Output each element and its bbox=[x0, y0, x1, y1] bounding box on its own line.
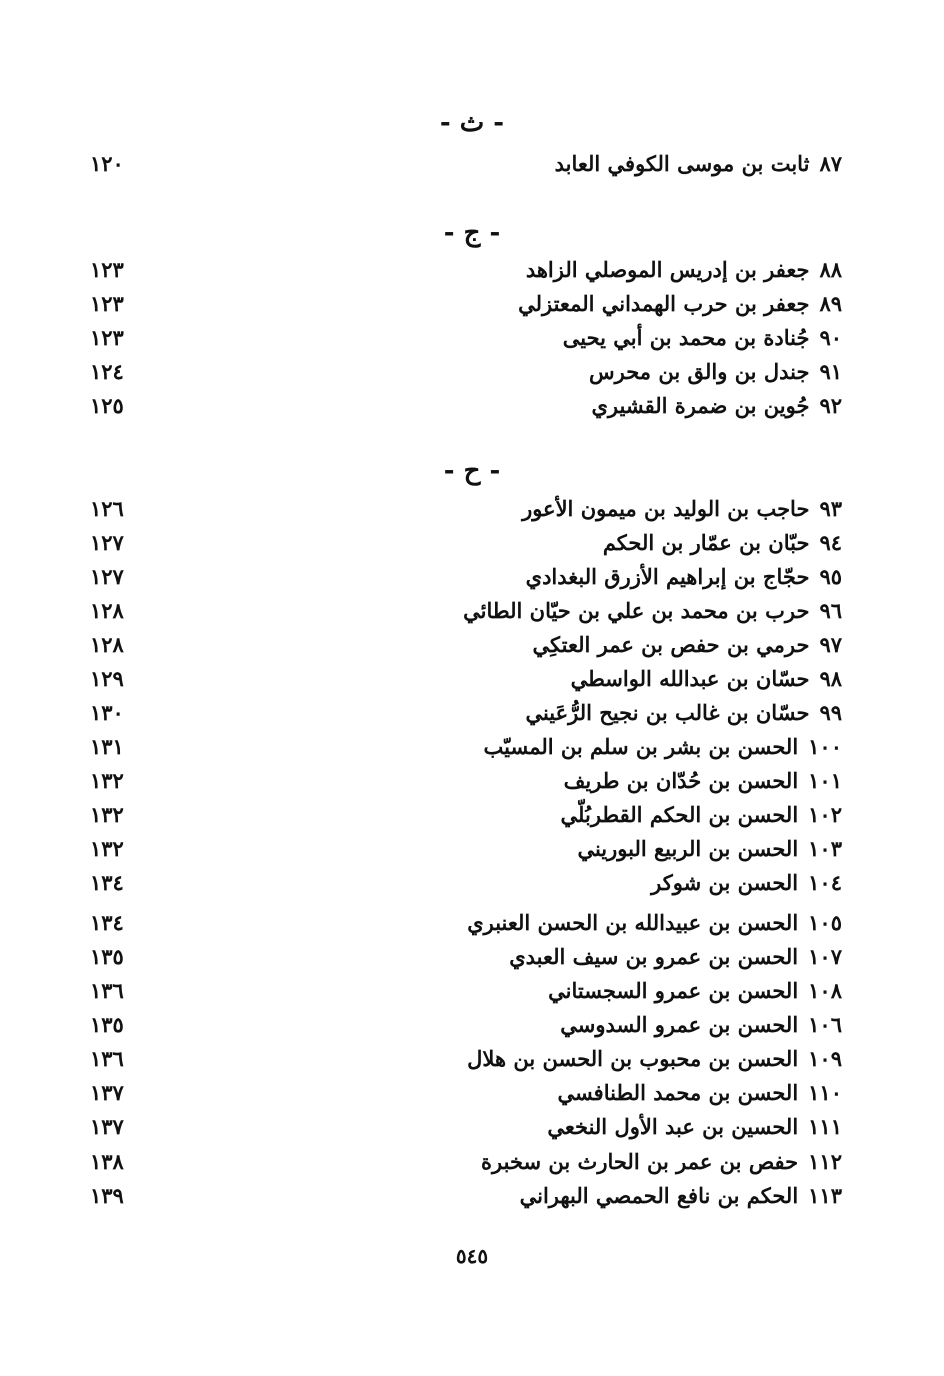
entry-page: ١٣٠ bbox=[90, 699, 124, 725]
entry-name: ثابت بن موسى الكوفي العابد bbox=[554, 150, 810, 176]
entry-name: حفص بن عمر بن الحارث بن سخبرة bbox=[481, 1148, 799, 1174]
entry-page: ١٢٣ bbox=[90, 290, 124, 316]
entry-name: جندل بن والق بن محرس bbox=[589, 358, 810, 384]
section-header-jim: - ج - bbox=[443, 218, 501, 248]
entry-number: ١١٢ bbox=[808, 1148, 842, 1174]
entry-page: ١٢٨ bbox=[90, 631, 124, 657]
entry-page: ١٣٦ bbox=[90, 977, 124, 1003]
entry-page: ١٣٦ bbox=[90, 1045, 124, 1071]
list-item bbox=[90, 695, 842, 729]
entry-page: ١٣٥ bbox=[90, 1011, 124, 1037]
entry-name: حسّان بن غالب بن نجيح الرُّعَيني bbox=[525, 699, 810, 725]
entry-number: ٩٩ bbox=[819, 699, 842, 725]
list-item bbox=[90, 252, 842, 286]
entry-name: حسّان بن عبدالله الواسطي bbox=[570, 665, 810, 691]
entry-page: ١٣٨ bbox=[90, 1148, 124, 1174]
entry-page: ١٣١ bbox=[90, 733, 124, 759]
entry-name: جُوين بن ضمرة القشيري bbox=[591, 392, 810, 418]
list-item bbox=[90, 559, 842, 593]
entry-name: الحسن بن محمد الطنافسي bbox=[557, 1079, 799, 1105]
list-item bbox=[90, 905, 842, 939]
entry-number: ١١٠ bbox=[808, 1079, 842, 1105]
list-item bbox=[90, 797, 842, 831]
entry-page: ١٢٣ bbox=[90, 324, 124, 350]
entry-number: ١٠٦ bbox=[808, 1011, 842, 1037]
entry-number: ٩٨ bbox=[819, 665, 842, 691]
entry-number: ٩٢ bbox=[819, 392, 842, 418]
entry-name: الحكم بن نافع الحمصي البهراني bbox=[519, 1182, 799, 1208]
list-item bbox=[90, 627, 842, 661]
list-item bbox=[90, 939, 842, 973]
list-item bbox=[90, 593, 842, 627]
entry-number: ٩٧ bbox=[819, 631, 842, 657]
list-item bbox=[90, 1109, 842, 1143]
entry-name: الحسن بن الربيع البوريني bbox=[577, 835, 799, 861]
entry-number: ١٠٧ bbox=[808, 943, 842, 969]
entry-page: ١٢٧ bbox=[90, 529, 124, 555]
list-item bbox=[90, 286, 842, 320]
entry-number: ٩٣ bbox=[819, 495, 842, 521]
entry-number: ١٠١ bbox=[808, 767, 842, 793]
list-item bbox=[90, 661, 842, 695]
entry-page: ١٣٩ bbox=[90, 1182, 124, 1208]
entry-page: ١٣٧ bbox=[90, 1079, 124, 1105]
entry-number: ١٠٩ bbox=[808, 1045, 842, 1071]
entry-name: الحسن بن شوكر bbox=[651, 869, 799, 895]
entry-name: الحسن بن عمرو السدوسي bbox=[560, 1011, 799, 1037]
entry-page: ١٢٨ bbox=[90, 597, 124, 623]
entry-page: ١٢٧ bbox=[90, 563, 124, 589]
page-number: ٥٤٥ bbox=[455, 1244, 489, 1268]
entry-number: ٩٥ bbox=[819, 563, 842, 589]
entry-number: ٨٧ bbox=[819, 150, 842, 176]
list-item bbox=[90, 320, 842, 354]
entry-name: الحسن بن عبيدالله بن الحسن العنبري bbox=[467, 909, 799, 935]
section-header-tha: - ث - bbox=[439, 108, 505, 138]
entry-name: الحسن بن محبوب بن الحسن بن هلال bbox=[467, 1045, 799, 1071]
entry-number: ١٠٣ bbox=[808, 835, 842, 861]
list-item bbox=[90, 491, 842, 525]
entry-name: حبّان بن عمّار بن الحكم bbox=[602, 529, 810, 555]
entry-name: الحسن بن الحكم القطربُلّي bbox=[560, 801, 799, 827]
list-item bbox=[90, 831, 842, 865]
list-item bbox=[90, 973, 842, 1007]
entry-page: ١٢٥ bbox=[90, 392, 124, 418]
entry-name: الحسن بن بشر بن سلم بن المسيّب bbox=[483, 733, 799, 759]
list-item bbox=[90, 1178, 842, 1212]
entry-number: ٨٩ bbox=[819, 290, 842, 316]
entry-name: الحسن بن عمرو السجستاني bbox=[548, 977, 799, 1003]
entry-name: جُنادة بن محمد بن أبي يحيى bbox=[562, 324, 810, 350]
entry-name: حرب بن محمد بن علي بن حيّان الطائي bbox=[463, 597, 810, 623]
entry-name: حرمي بن حفص بن عمر العتكِي bbox=[532, 631, 810, 657]
entry-page: ١٢٩ bbox=[90, 665, 124, 691]
entry-page: ١٢٠ bbox=[90, 150, 124, 176]
entry-number: ١١٣ bbox=[808, 1182, 842, 1208]
list-item bbox=[90, 865, 842, 899]
entry-name: حجّاج بن إبراهيم الأزرق البغدادي bbox=[525, 563, 810, 589]
entry-page: ١٣٤ bbox=[90, 869, 124, 895]
entry-number: ٩٦ bbox=[819, 597, 842, 623]
entry-page: ١٣٧ bbox=[90, 1113, 124, 1139]
list-item bbox=[90, 1075, 842, 1109]
entry-name: حاجب بن الوليد بن ميمون الأعور bbox=[522, 495, 810, 521]
entry-number: ٩٠ bbox=[819, 324, 842, 350]
list-item bbox=[90, 1144, 842, 1178]
list-item bbox=[90, 388, 842, 422]
entry-page: ١٢٦ bbox=[90, 495, 124, 521]
entry-number: ١٠٨ bbox=[808, 977, 842, 1003]
entry-number: ١٠٠ bbox=[808, 733, 842, 759]
entry-number: ١١١ bbox=[808, 1113, 842, 1139]
list-item bbox=[90, 354, 842, 388]
list-item bbox=[90, 525, 842, 559]
entry-page: ١٣٢ bbox=[90, 801, 124, 827]
entry-page: ١٢٣ bbox=[90, 256, 124, 282]
entry-number: ٨٨ bbox=[819, 256, 842, 282]
entry-name: الحسين بن عبد الأول النخعي bbox=[547, 1113, 799, 1139]
entry-number: ١٠٥ bbox=[808, 909, 842, 935]
entry-number: ٩٤ bbox=[819, 529, 842, 555]
entry-name: جعفر بن حرب الهمداني المعتزلي bbox=[518, 290, 810, 316]
list-item bbox=[90, 1007, 842, 1041]
section-header-ha: - ح - bbox=[443, 456, 501, 486]
list-item bbox=[90, 1041, 842, 1075]
entry-page: ١٣٢ bbox=[90, 767, 124, 793]
list-item bbox=[90, 763, 842, 797]
entry-name: الحسن بن عمرو بن سيف العبدي bbox=[509, 943, 799, 969]
entry-number: ١٠٤ bbox=[808, 869, 842, 895]
entry-page: ١٣٤ bbox=[90, 909, 124, 935]
entry-name: الحسن بن حُدّان بن طريف bbox=[563, 767, 799, 793]
list-item bbox=[90, 729, 842, 763]
entry-number: ١٠٢ bbox=[808, 801, 842, 827]
entry-number: ٩١ bbox=[819, 358, 842, 384]
entry-page: ١٣٢ bbox=[90, 835, 124, 861]
entry-page: ١٣٥ bbox=[90, 943, 124, 969]
entry-page: ١٢٤ bbox=[90, 358, 124, 384]
entry-name: جعفر بن إدريس الموصلي الزاهد bbox=[525, 256, 810, 282]
list-item bbox=[90, 146, 842, 180]
